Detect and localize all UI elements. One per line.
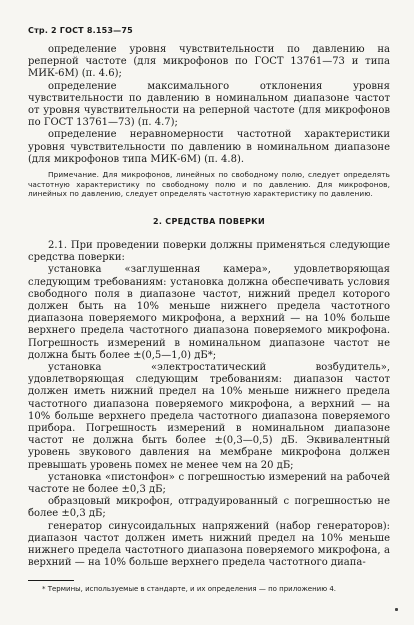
paragraph: установка «электростатический возбудитель», удовлетворяющая следующим требованиям: диапазон частот должен иметь нижний предел на 10% меньше нижнего предела частотного диапазона поверяемого микрофона, а верхний — на 10% больше верхнего предела частотного диапазона поверяемого прибора. Погрешность измерений в номинальном диапазоне частот не должна быть более ±(0,3—0,5) дБ. Эквивалентный уровень звукового давления на мембране микрофона должен превышать уровень помех не менее чем на 20 дБ; (28, 362, 390, 471)
paragraph: генератор синусоидальных напряжений (набор генераторов): диапазон частот должен иметь нижний предел на 10% меньше нижнего предела частотного диапазона поверяемого микрофона, а верхний — на 10% больше верхнего предела частотного диапа- (28, 520, 390, 569)
page-header: Стр. 2 ГОСТ 8.153—75 (28, 26, 133, 35)
paragraph: установка «заглушенная камера», удовлетворяющая следующим требованиям: установка должна обеспечивать условия свободного поля в диапазоне частот, нижний предел которого должен быть на 10% меньше нижнего предела частотного диапазона поверяемого микрофона, а верхний — на 10% больше верхнего предела частотного диапазона поверяемого микрофона. Погрешность измерений в номинальном диапазоне частот не должна быть более ±(0,5—1,0) дБ*; (28, 264, 390, 361)
paragraph: установка «пистонфон» с погрешностью измерений на рабочей частоте не более ±0,3 дБ; (28, 471, 390, 496)
paragraph: образцовый микрофон, отградуированный с погрешностью не более ±0,3 дБ; (28, 496, 390, 520)
note: Примечание. Для микрофонов, линейных по свободному полю, следует определять частотную характеристику по свободному полю и по давлению. Для микрофонов, линейных по давлению, следует определять частотную характеристику по давлению. (28, 170, 390, 199)
page-body (28, 44, 390, 570)
paragraph: определение уровня чувствительности по давлению на реперной частоте (для микрофонов по ГОСТ 13761—73 и типа МИК-6М) (п. 4.6); (28, 44, 390, 80)
page-mark (395, 608, 398, 611)
paragraph: 2.1. При проведении поверки должны применяться следующие средства поверки: (28, 240, 390, 264)
footnote-divider (28, 580, 74, 581)
footnote: * Термины, используемые в стандарте, и их определения — по приложению 4. (42, 585, 337, 593)
paragraph: определение неравномерности частотной характеристики уровня чувствительности по давлению в номинальном диапазоне (для микрофонов типа МИК-6М) (п. 4.8). (28, 129, 390, 165)
section-title: 2. СРЕДСТВА ПОВЕРКИ (153, 216, 265, 226)
paragraph: определение максимального отклонения уровня чувствительности по давлению в номинальном диапазоне частот от уровня чувствительности на реперной частоте (для микрофонов по ГОСТ 13761—73) (п. 4.7); (28, 80, 390, 129)
